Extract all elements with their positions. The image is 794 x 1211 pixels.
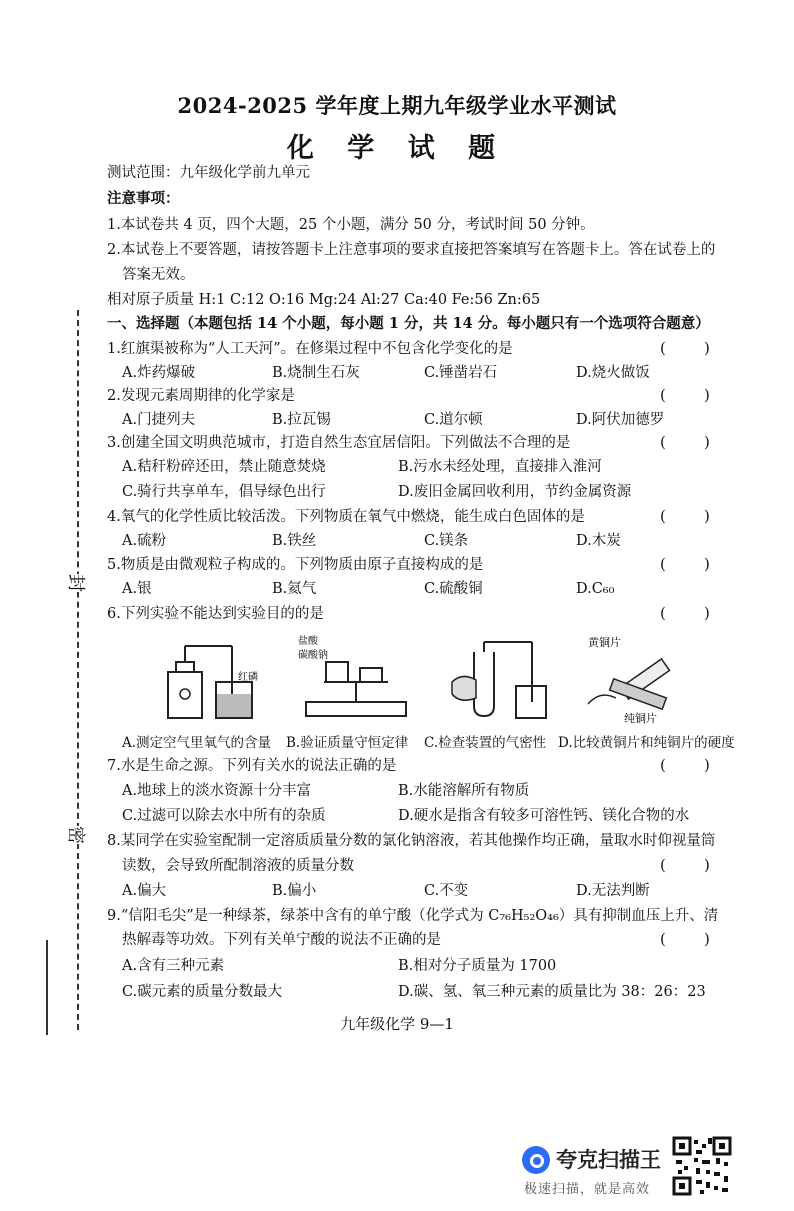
q2-answer-paren: ( ) xyxy=(660,386,710,404)
scanner-logo-icon xyxy=(522,1146,550,1174)
q2-stem: 2.发现元素周期律的化学家是 xyxy=(107,388,295,404)
q9-option-a: A.含有三种元素 xyxy=(122,958,225,974)
q1-option-c: C.锤凿岩石 xyxy=(424,365,498,381)
q4-answer-paren: ( ) xyxy=(660,507,710,525)
q5-option-a: A.银 xyxy=(122,581,152,597)
q1-stem: 1.红旗渠被称为“人工天河”。在修渠过程中不包含化学变化的是 xyxy=(107,341,513,357)
exam-subject: 化 学 试 题 xyxy=(286,133,508,164)
q7-option-a: A.地球上的淡水资源十分丰富 xyxy=(122,783,312,799)
q9-answer-paren: ( ) xyxy=(660,930,710,948)
q3-option-c: C.骑行共享单车，倡导绿色出行 xyxy=(122,484,326,500)
label-brass: 黄铜片 xyxy=(588,636,621,649)
figure-balance xyxy=(296,632,416,724)
margin-char-secret: 密 xyxy=(64,826,90,844)
label-copper: 纯铜片 xyxy=(624,712,657,724)
q4-option-c: C.镁条 xyxy=(424,533,469,549)
q7-option-c: C.过滤可以除去水中所有的杂质 xyxy=(122,808,326,824)
page-footer: 九年级化学 9—1 xyxy=(340,1015,454,1033)
exam-title: 2024-2025 学年度上期九年级学业水平测试 xyxy=(177,93,617,118)
figure-airtightness xyxy=(440,632,550,724)
q6-stem: 6.下列实验不能达到实验目的的是 xyxy=(107,606,324,622)
q4-stem: 4.氧气的化学性质比较活泼。下列物质在氧气中燃烧，能生成白色固体的是 xyxy=(107,509,585,525)
q2-option-c: C.道尔顿 xyxy=(424,412,483,428)
label-hcl: 盐酸 xyxy=(298,636,318,647)
q5-option-c: C.硫酸铜 xyxy=(424,581,483,597)
q6-option-b: B.验证质量守恒定律 xyxy=(286,735,409,751)
q6-answer-paren: ( ) xyxy=(660,604,710,622)
q3-option-d: D.废旧金属回收利用，节约金属资源 xyxy=(398,484,632,500)
q9-stem: 9.“信阳毛尖”是一种绿茶，绿茶中含有的单宁酸（化学式为 C₇₆H₅₂O₄₆）具有抑制血压上升、清 xyxy=(107,908,719,924)
margin-char-seal: 封 xyxy=(64,574,90,592)
q7-stem: 7.水是生命之源。下列有关水的说法正确的是 xyxy=(107,758,397,774)
label-red-phosphorus: 红磷 xyxy=(238,672,258,683)
q9-option-c: C.碳元素的质量分数最大 xyxy=(122,984,283,1000)
q3-stem: 3.创建全国文明典范城市，打造自然生态宜居信阳。下列做法不合理的是 xyxy=(107,435,571,451)
q5-option-b: B.氦气 xyxy=(272,581,317,597)
q6-option-a: A.测定空气里氧气的含量 xyxy=(122,735,272,751)
q1-option-a: A.炸药爆破 xyxy=(122,365,196,381)
scanner-name: 夸克扫描王 xyxy=(556,1148,661,1172)
test-scope: 测试范围：九年级化学前九单元 xyxy=(107,165,310,181)
qr-code-icon xyxy=(672,1136,732,1196)
q8-stem: 8.某同学在实验室配制一定溶质质量分数的氯化钠溶液，若其他操作均正确，量取水时仰视量筒 xyxy=(107,833,716,849)
notice-1: 1.本试卷共 4 页，四个大题，25 个小题，满分 50 分，考试时间 50 分钟。 xyxy=(107,217,595,233)
q8-option-c: C.不变 xyxy=(424,883,469,899)
q3-answer-paren: ( ) xyxy=(660,433,710,451)
section1-heading: 一、选择题（本题包括 14 个小题，每小题 1 分，共 14 分。每小题只有一个选项符合题意） xyxy=(107,315,710,332)
q1-option-d: D.烧火做饭 xyxy=(576,365,650,381)
q6-option-c: C.检查装置的气密性 xyxy=(424,735,547,751)
notice-heading: 注意事项： xyxy=(107,190,180,207)
q7-option-b: B.水能溶解所有物质 xyxy=(398,783,530,799)
binding-dashed-line xyxy=(77,310,79,1030)
q4-option-d: D.木炭 xyxy=(576,533,621,549)
q5-stem: 5.物质是由微观粒子构成的。下列物质由原子直接构成的是 xyxy=(107,557,484,573)
notice-2: 2.本试卷上不要答题，请按答题卡上注意事项的要求直接把答案填写在答题卡上。答在试卷上的 xyxy=(107,242,716,258)
q9-option-d: D.碳、氢、氧三种元素的质量比为 38：26：23 xyxy=(398,984,706,1000)
q7-answer-paren: ( ) xyxy=(660,756,710,774)
q8-option-a: A.偏大 xyxy=(122,883,167,899)
q3-option-a: A.秸秆粉碎还田，禁止随意焚烧 xyxy=(122,459,326,475)
figure-oxygen-apparatus xyxy=(160,632,260,724)
q9-stem-cont: 热解毒等功效。下列有关单宁酸的说法不正确的是 xyxy=(122,932,441,948)
q8-option-b: B.偏小 xyxy=(272,883,317,899)
q4-option-b: B.铁丝 xyxy=(272,533,317,549)
q5-answer-paren: ( ) xyxy=(660,555,710,573)
q1-answer-paren: ( ) xyxy=(660,339,710,357)
notice-2-cont: 答案无效。 xyxy=(122,267,195,283)
q4-option-a: A.硫粉 xyxy=(122,533,167,549)
q5-option-d: D.C₆₀ xyxy=(576,581,615,597)
q1-option-b: B.烧制生石灰 xyxy=(272,365,360,381)
scanner-slogan: 极速扫描，就是高效 xyxy=(524,1182,651,1197)
q8-option-d: D.无法判断 xyxy=(576,883,650,899)
q6-option-d: D.比较黄铜片和纯铜片的硬度 xyxy=(558,735,735,751)
q8-answer-paren: ( ) xyxy=(660,856,710,874)
q8-stem-cont: 读数，会导致所配制溶液的质量分数 xyxy=(122,858,354,874)
q2-option-a: A.门捷列夫 xyxy=(122,412,196,428)
q3-option-b: B.污水未经处理，直接排入淮河 xyxy=(398,459,602,475)
figure-hardness xyxy=(580,632,700,724)
q2-option-b: B.拉瓦锡 xyxy=(272,412,331,428)
q9-option-b: B.相对分子质量为 1700 xyxy=(398,958,557,974)
q7-option-d: D.硬水是指含有较多可溶性钙、镁化合物的水 xyxy=(398,808,690,824)
q2-option-d: D.阿伏加德罗 xyxy=(576,412,665,428)
atomic-mass-line: 相对原子质量 H:1 C:12 O:16 Mg:24 Al:27 Ca:40 Fe:56 Zn:65 xyxy=(107,292,541,308)
label-na2co3: 碳酸钠 xyxy=(298,650,328,661)
